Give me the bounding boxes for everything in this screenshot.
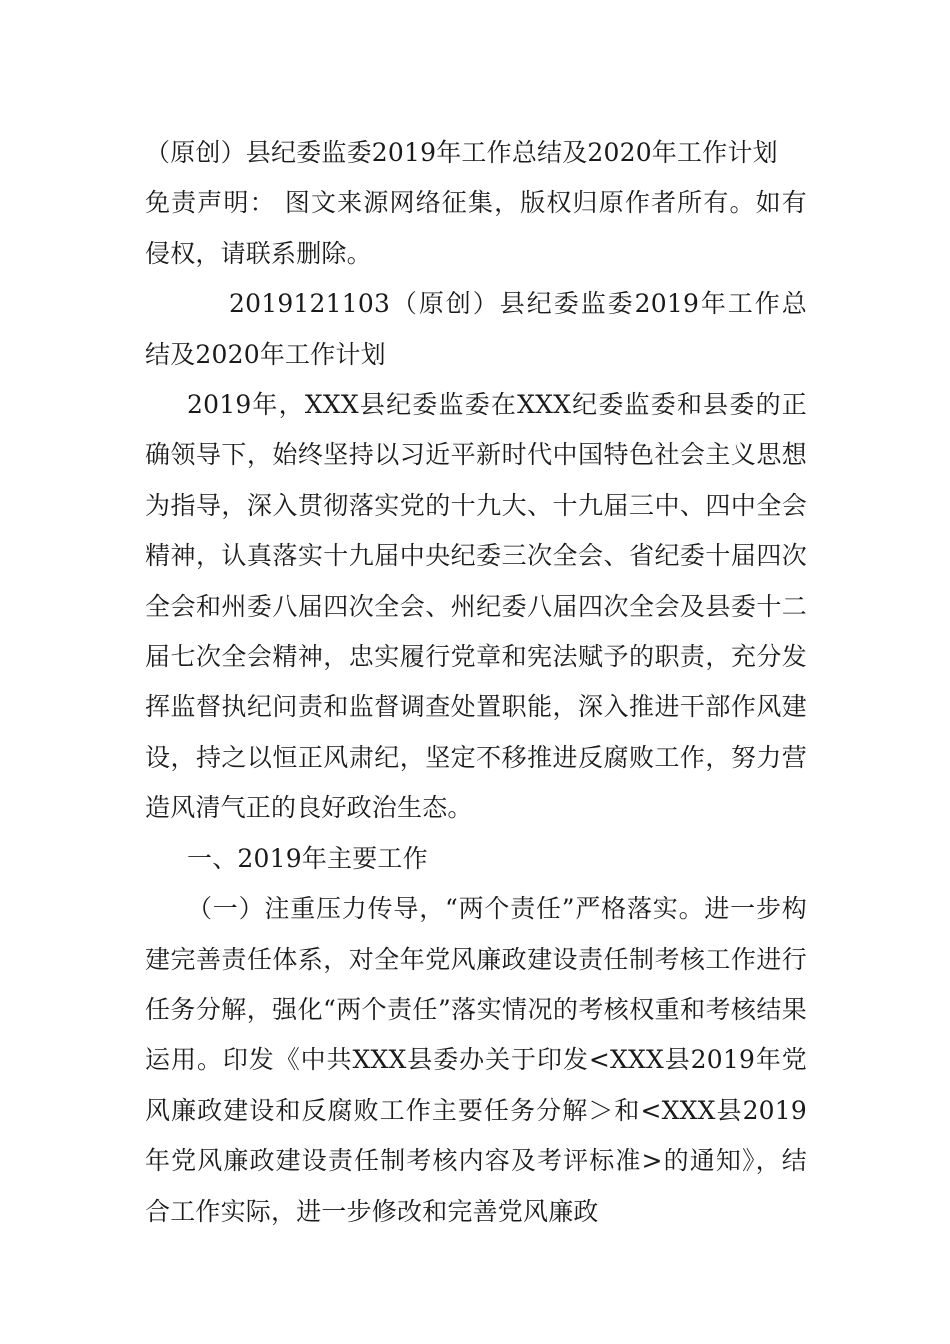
intro-paragraph: 2019年，XXX县纪委监委在XXX纪委监委和县委的正确领导下，始终坚持以习近平新时代中国特色社会主义思想为指导，深入贯彻落实党的十九大、十九届三中、四中全会精神，认真落实十九届中央纪委三次全会、省纪委十届四次全会和州委八届四次全会、州纪委八届四次全会及县委十二届七次全会精神，忠实履行党章和宪法赋予的职责，充分发挥监督执纪问责和监督调查处置职能，深入推进干部作风建设，持之以恒正风肃纪，坚定不移推进反腐败工作，努力营造风清气正的良好政治生态。 xyxy=(145,390,807,823)
section-heading: 一、2019年主要工作 xyxy=(187,843,428,873)
document-body xyxy=(145,128,807,1237)
title-line: （原创）县纪委监委2019年工作总结及2020年工作计划 xyxy=(145,138,778,167)
section-paragraph: （一）注重压力传导，“两个责任”严格落实。进一步构建完善责任体系，对全年党风廉政建设责任制考核工作进行任务分解，强化“两个责任”落实情况的考核权重和考核结果运用。印发《中共XXX县委办关于印发<XXX县2019年党风廉政建设和反腐败工作主要任务分解＞和<XXX县2019年党风廉政建设责任制考核内容及考评标准>的通知》，结合工作实际，进一步修改和完善党风廉政 xyxy=(145,894,807,1226)
document-heading: 2019121103（原创）县纪委监委2019年工作总结及2020年工作计划 xyxy=(145,289,807,369)
disclaimer-text: 免责声明： 图文来源网络征集，版权归原作者所有。如有侵权，请联系删除。 xyxy=(145,188,807,268)
